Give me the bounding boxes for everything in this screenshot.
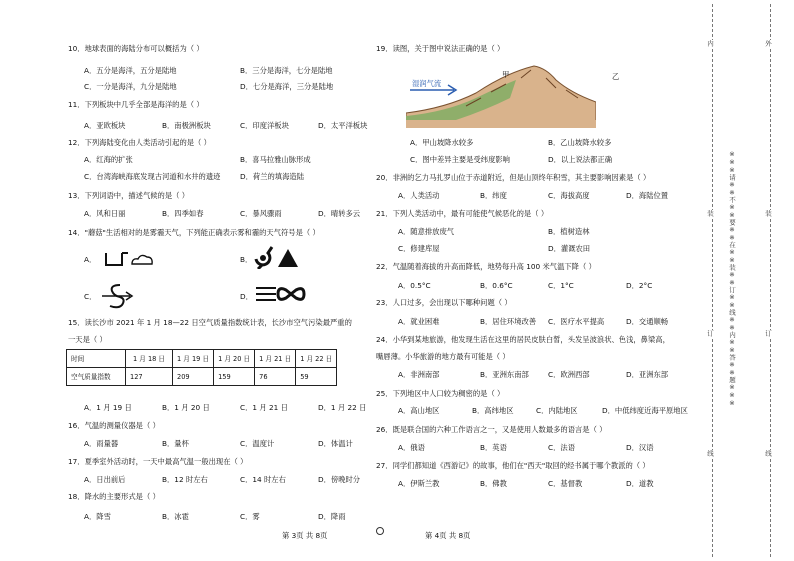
q21-option-c: C．修建库屋 [398,244,440,253]
q13-option-d: D．晴转多云 [318,209,361,218]
q12-option-b: B．喜马拉雅山脉形成 [240,155,311,164]
q18-stem: 18．降水的主要形式是（ ） [68,492,160,501]
q22-option-c: C．1°C [548,281,574,290]
q14-stem: 14．"蘑菇"生活相对的是雾霾天气，下列能正确表示雾和霾的天气符号是（ ） [68,228,320,237]
q19-option-b: B．乙山坡降水较多 [548,138,612,147]
q26-option-b: B．英语 [480,443,507,452]
q12-option-a: A．红海的扩张 [84,155,133,164]
fog-haze-symbol-d [254,284,306,304]
table-cell: 1 月 20 日 [214,350,255,368]
q11-option-a: A．亚欧板块 [84,121,126,130]
q24-option-c: C．欧洲西部 [548,370,590,379]
slope-yi-label: 乙 [612,72,620,81]
q22-option-d: D．2°C [626,281,653,290]
q16-option-c: C．温度计 [240,439,275,448]
q26-option-a: A．俄语 [398,443,425,452]
outer-binding-line [770,4,772,557]
q23-option-a: A．就业困难 [398,317,440,326]
typhoon-sandstorm-symbol-b [252,245,300,269]
q18-option-d: D．降雨 [318,512,346,521]
q26-option-c: C．法语 [548,443,575,452]
q15-option-a: A．1 月 19 日 [84,403,132,412]
q17-option-d: D．傍晚时分 [318,475,361,484]
q20-option-c: C．海拔高度 [548,191,590,200]
q21-stem: 21．下列人类活动中，最有可能使气候恶化的是（ ） [376,209,549,218]
q23-option-b: B．居住环境改善 [480,317,537,326]
q11-stem: 11．下列板块中几乎全部是海洋的是（ ） [68,100,204,109]
q12-stem: 12．下列海陆变化由人类活动引起的是（ ） [68,138,211,147]
sandstorm-symbol-c [100,282,134,310]
q10-option-c: C．一分是海洋，九分是陆地 [84,82,177,91]
q25-option-a: A．高山地区 [398,406,440,415]
page-number-right: 第 4页 共 8页 [425,531,471,540]
center-fold-mark [376,527,384,535]
inner-mark-2: 装 [706,210,714,217]
q27-option-d: D．道教 [626,479,654,488]
table-cell: 1 月 18 日 [126,350,173,368]
q13-option-a: A．风和日丽 [84,209,126,218]
outer-mark-4: 线 [764,450,772,457]
q15-stem-cont: 一天是（ ） [68,335,107,344]
q20-option-d: D．海陆位置 [626,191,669,200]
q16-option-a: A．雨量器 [84,439,119,448]
haze-fog-symbol-a [104,250,156,268]
q24-stem-cont: 嘴唇薄。小华旅游的地方最有可能是（ ） [376,352,510,361]
q11-option-c: C．印度洋板块 [240,121,289,130]
q24-option-a: A．非洲南部 [398,370,440,379]
q17-option-b: B．12 时左右 [162,475,208,484]
q22-stem: 22．气温随着海拔的升高而降低，地势每升高 100 米气温下降（ ） [376,262,596,271]
q13-option-b: B．四季如春 [162,209,204,218]
table-cell: 1 月 19 日 [173,350,214,368]
outer-mark-1: 外 [764,40,772,47]
q26-stem: 26．既是联合国的六种工作语言之一，又是使用人数最多的语言是（ ） [376,425,607,434]
q25-option-c: C．内陆地区 [536,406,578,415]
table-cell: 76 [255,368,296,386]
inner-binding-line [712,4,714,557]
q13-stem: 13．下列词语中，描述气候的是（ ） [68,191,190,200]
air-quality-table [66,349,337,386]
q14-option-b: B． [240,255,253,264]
q27-option-b: B．佛教 [480,479,507,488]
table-row [67,350,337,368]
q13-option-c: C．暴风骤雨 [240,209,282,218]
q15-option-c: C．1 月 21 日 [240,403,288,412]
q19-option-a: A．甲山坡降水较多 [410,138,474,147]
q14-option-a: A． [84,255,97,264]
table-cell: 159 [214,368,255,386]
q25-option-b: B．高纬地区 [472,406,514,415]
q23-option-c: C．医疗水平提高 [548,317,605,326]
q27-option-a: A．伊斯兰教 [398,479,440,488]
q23-stem: 23．人口过多，会出现以下哪种问题（ ） [376,298,512,307]
q22-option-b: B．0.6°C [480,281,513,290]
q24-option-d: D．亚洲东部 [626,370,669,379]
q20-option-b: B．纬度 [480,191,507,200]
q17-option-a: A．日出前后 [84,475,126,484]
table-cell: 空气质量指数 [67,368,126,386]
outer-mark-2: 装 [764,210,772,217]
q15-stem: 15．读长沙市 2021 年 1 月 18—22 日空气质量指数统计表，长沙市空气污染最严重的 [68,318,352,327]
table-cell: 1 月 21 日 [255,350,296,368]
page-number-left: 第 3页 共 8页 [282,531,328,540]
table-cell: 59 [296,368,337,386]
q16-option-d: D．体温计 [318,439,353,448]
q18-option-a: A．降雪 [84,512,111,521]
table-cell: 209 [173,368,214,386]
q12-option-d: D．荷兰的填海造陆 [240,172,304,181]
q24-stem: 24．小华到某地旅游，他发现生活在这里的居民皮肤白皙，头发呈波浪状、色浅，鼻梁高， [376,335,670,344]
q19-option-d: D．以上说法都正确 [548,155,612,164]
outer-mark-3: 订 [764,330,772,337]
q25-option-d: D．中低纬度近海平原地区 [602,406,688,415]
q27-stem: 27．同学们都知道《西游记》的故事，他们在"西天"取回的经书属于哪个教派的（ ） [376,461,650,470]
inner-mark-4: 线 [706,450,714,457]
q23-option-d: D．交通顺畅 [626,317,669,326]
q16-stem: 16．气温的测量仪器是（ ） [68,421,160,430]
q10-option-a: A．五分是海洋，五分是陆地 [84,66,177,75]
q26-option-d: D．汉语 [626,443,654,452]
table-cell: 时间 [67,350,126,368]
binding-warning-text: ※※※请※※不※※要※※在※※装※※订※※线※※内※※答※※题※※※ [728,150,736,407]
table-cell: 127 [126,368,173,386]
q11-option-d: D．太平洋板块 [318,121,368,130]
q19-stem: 19．读图，关于图中说法正确的是（ ） [376,44,505,53]
q12-option-c: C．台湾海峡海底发现古河道和水井的遗迹 [84,172,221,181]
q10-option-b: B．三分是海洋，七分是陆地 [240,66,333,75]
q14-option-c: C． [84,292,97,301]
humid-airflow-label: 湿润气流 [412,79,442,88]
q17-option-c: C．14 时左右 [240,475,286,484]
inner-mark-3: 订 [706,330,714,337]
q20-option-a: A．人类活动 [398,191,440,200]
q15-option-d: D．1 月 22 日 [318,403,367,412]
q21-option-a: A．随意排放废气 [398,227,455,236]
q24-option-b: B．亚洲东南部 [480,370,529,379]
q20-stem: 20．非洲的乞力马扎罗山位于赤道附近，但是山顶终年积雪，其主要影响因素是（ ） [376,173,651,182]
q14-option-d: D． [240,292,253,301]
q15-option-b: B．1 月 20 日 [162,403,210,412]
q16-option-b: B．量杯 [162,439,189,448]
q10-stem: 10．地球表面的海陆分布可以概括为（ ） [68,44,204,53]
q11-option-b: B．南极洲板块 [162,121,211,130]
inner-mark-1: 内 [706,40,714,47]
q17-stem: 17．夏季室外活动时，一天中最高气温一般出现在（ ） [68,457,248,466]
q22-option-a: A．0.5°C [398,281,431,290]
q18-option-b: B．冰雹 [162,512,189,521]
table-cell: 1 月 22 日 [296,350,337,368]
q18-option-c: C．雾 [240,512,260,521]
q27-option-c: C．基督教 [548,479,583,488]
q21-option-d: D．灌溉农田 [548,244,591,253]
q19-option-c: C．图中差异主要是受纬度影响 [410,155,510,164]
q21-option-b: B．植树造林 [548,227,590,236]
q25-stem: 25．下列地区中人口较为稠密的是（ ） [376,389,505,398]
slope-jia-label: 甲 [502,70,510,79]
q10-option-d: D．七分是海洋，三分是陆地 [240,82,334,91]
table-row [67,368,337,386]
